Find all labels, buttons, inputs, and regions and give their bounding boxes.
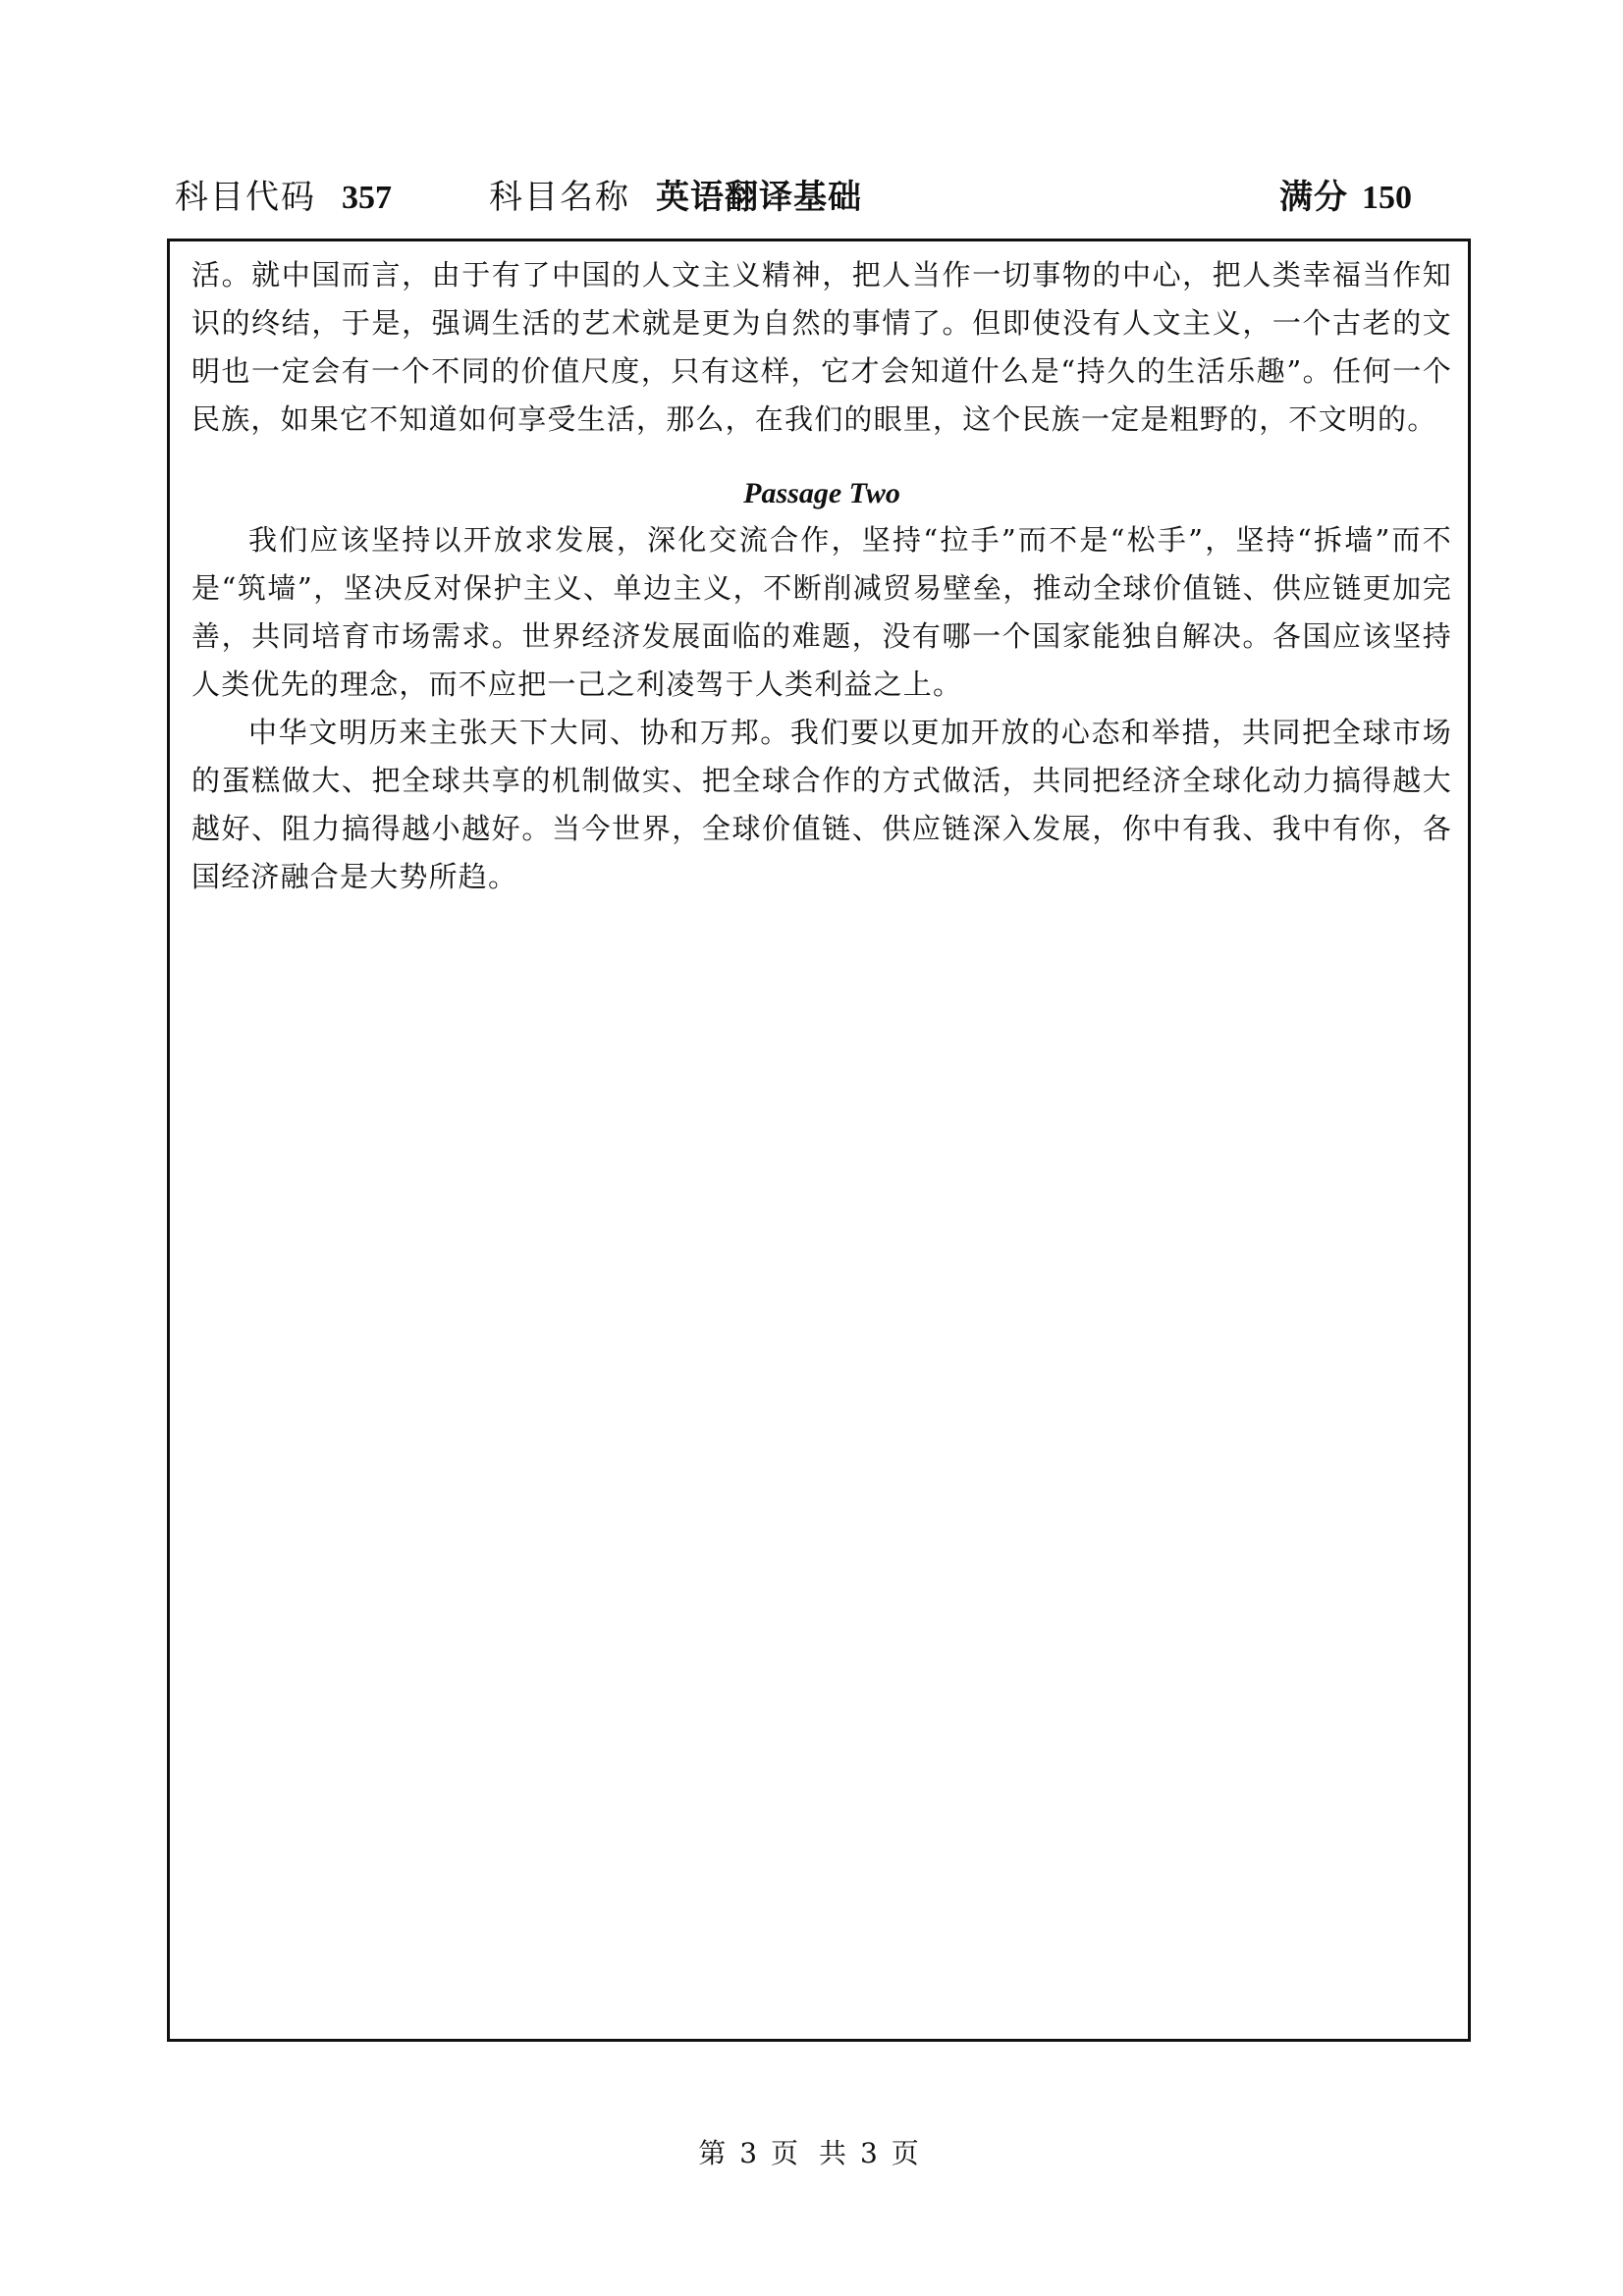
question-box (167, 239, 1471, 2042)
subject-code-label: 科目代码 (175, 178, 316, 217)
passage-two-paragraph-1: 我们应该坚持以开放求发展，深化交流合作，坚持“拉手”而不是“松手”，坚持“拆墙”而不是“筑墙”，坚决反对保护主义、单边主义，不断削减贸易壁垒，推动全球价值链、供应链更加完善，共同培育市场需求。世界经济发展面临的难题，没有哪一个国家能独自解决。各国应该坚持人类优先的理念，而不应把一己之利凌驾于人类利益之上。 (191, 523, 1452, 701)
page-suffix: 页 (891, 2137, 925, 2169)
subject-name-label: 科目名称 (489, 178, 630, 217)
full-score-label: 满分 (1279, 178, 1348, 217)
page-prefix: 第 (698, 2137, 732, 2169)
passage-one-continued: 活。就中国而言，由于有了中国的人文主义精神，把人当作一切事物的中心，把人类幸福当作知识的终结，于是，强调生活的艺术就是更为自然的事情了。但即使没有人文主义，一个古老的文明也一定会有一个不同的价值尺度，只有这样，它才会知道什么是“持久的生活乐趣”。任何一个民族，如果它不知道如何享受生活，那么，在我们的眼里，这个民族一定是粗野的，不文明的。 (191, 258, 1452, 436)
current-page-number: 3 (739, 2137, 764, 2169)
full-score-value: 150 (1362, 180, 1412, 216)
page-footer (0, 2132, 1623, 2171)
passage-two-title: Passage Two (743, 477, 900, 509)
subject-name-value: 英语翻译基础 (656, 178, 862, 217)
subject-name-group (489, 173, 862, 222)
subject-code-value: 357 (342, 180, 392, 216)
full-score-group (1279, 173, 1412, 223)
subject-code-group (175, 173, 392, 223)
exam-header (175, 173, 1412, 222)
passage-two-paragraph-2: 中华文明历来主张天下大同、协和万邦。我们要以更加开放的心态和举措，共同把全球市场的蛋糕做大、把全球共享的机制做实、把全球合作的方式做活，共同把经济全球化动力搞得越大越好、阻力搞得越小越好。当今世界，全球价值链、供应链深入发展，你中有我、我中有你，各国经济融合是大势所趋。 (191, 716, 1452, 893)
total-pages-number: 3 (859, 2137, 884, 2169)
page-mid: 页 共 (771, 2137, 852, 2169)
